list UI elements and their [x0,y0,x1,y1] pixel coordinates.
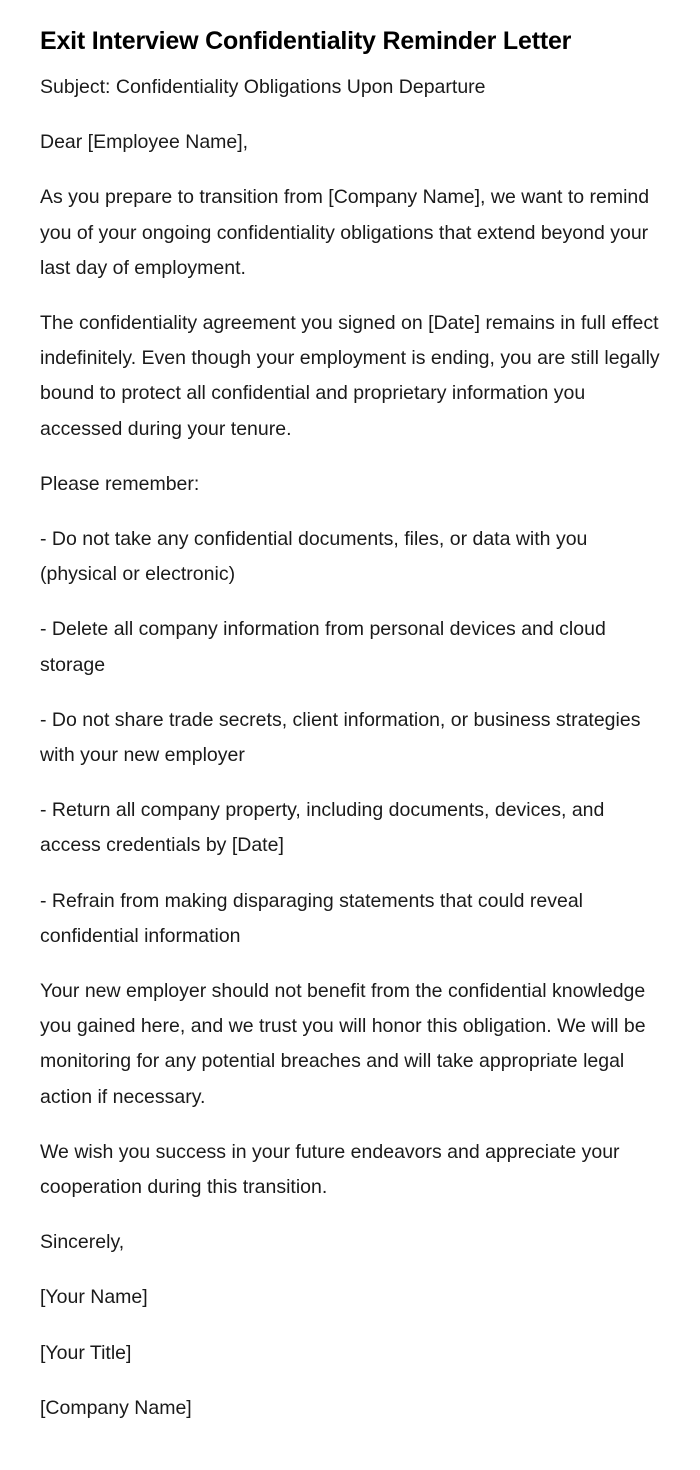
reminder-item: - Do not share trade secrets, client information, or business strategies with your new employer [40,708,641,767]
sender-name: [Your Name] [40,1286,148,1309]
letter-warning-paragraph: Your new employer should not benefit from the confidential knowledge you gained here, and we trust you will honor this obligation. We will be monitoring for any potential breaches and will take appropriate legal action if necessary. [40,980,646,1108]
reminder-item: - Refrain from making disparaging statements that could reveal confidential information [40,889,584,947]
letter-greeting: Dear [Employee Name], [40,131,249,154]
letter-agreement-paragraph: The confidentiality agreement you signed on [Date] remains in full effect indefinitely. Even though your employment is ending, you are still legally bound to protect all confidential and proprietary information you accessed during your tenure. [40,312,660,440]
letter-intro-paragraph: As you prepare to transition from [Company Name], we want to remind you of your ongoing confidentiality obligations that extend beyond your last day of employment. [40,186,650,279]
letter-signoff: Sincerely, [40,1231,125,1254]
reminder-item: - Delete all company information from personal devices and cloud storage [40,618,606,676]
letter-title: Exit Interview Confidentiality Reminder Letter [40,27,572,55]
sender-title: [Your Title] [40,1341,132,1364]
reminder-item: - Do not take any confidential documents, files, or data with you (physical or electronic) [40,528,588,586]
reminder-item: - Return all company property, including documents, devices, and access credentials by [Date] [40,799,605,857]
letter-closing-paragraph: We wish you success in your future endeavors and appreciate your cooperation during this transition. [40,1140,620,1199]
letter-subject: Subject: Confidentiality Obligations Upon Departure [40,76,486,98]
sender-company: [Company Name] [40,1396,192,1419]
letter-remember-heading: Please remember: [40,472,200,495]
